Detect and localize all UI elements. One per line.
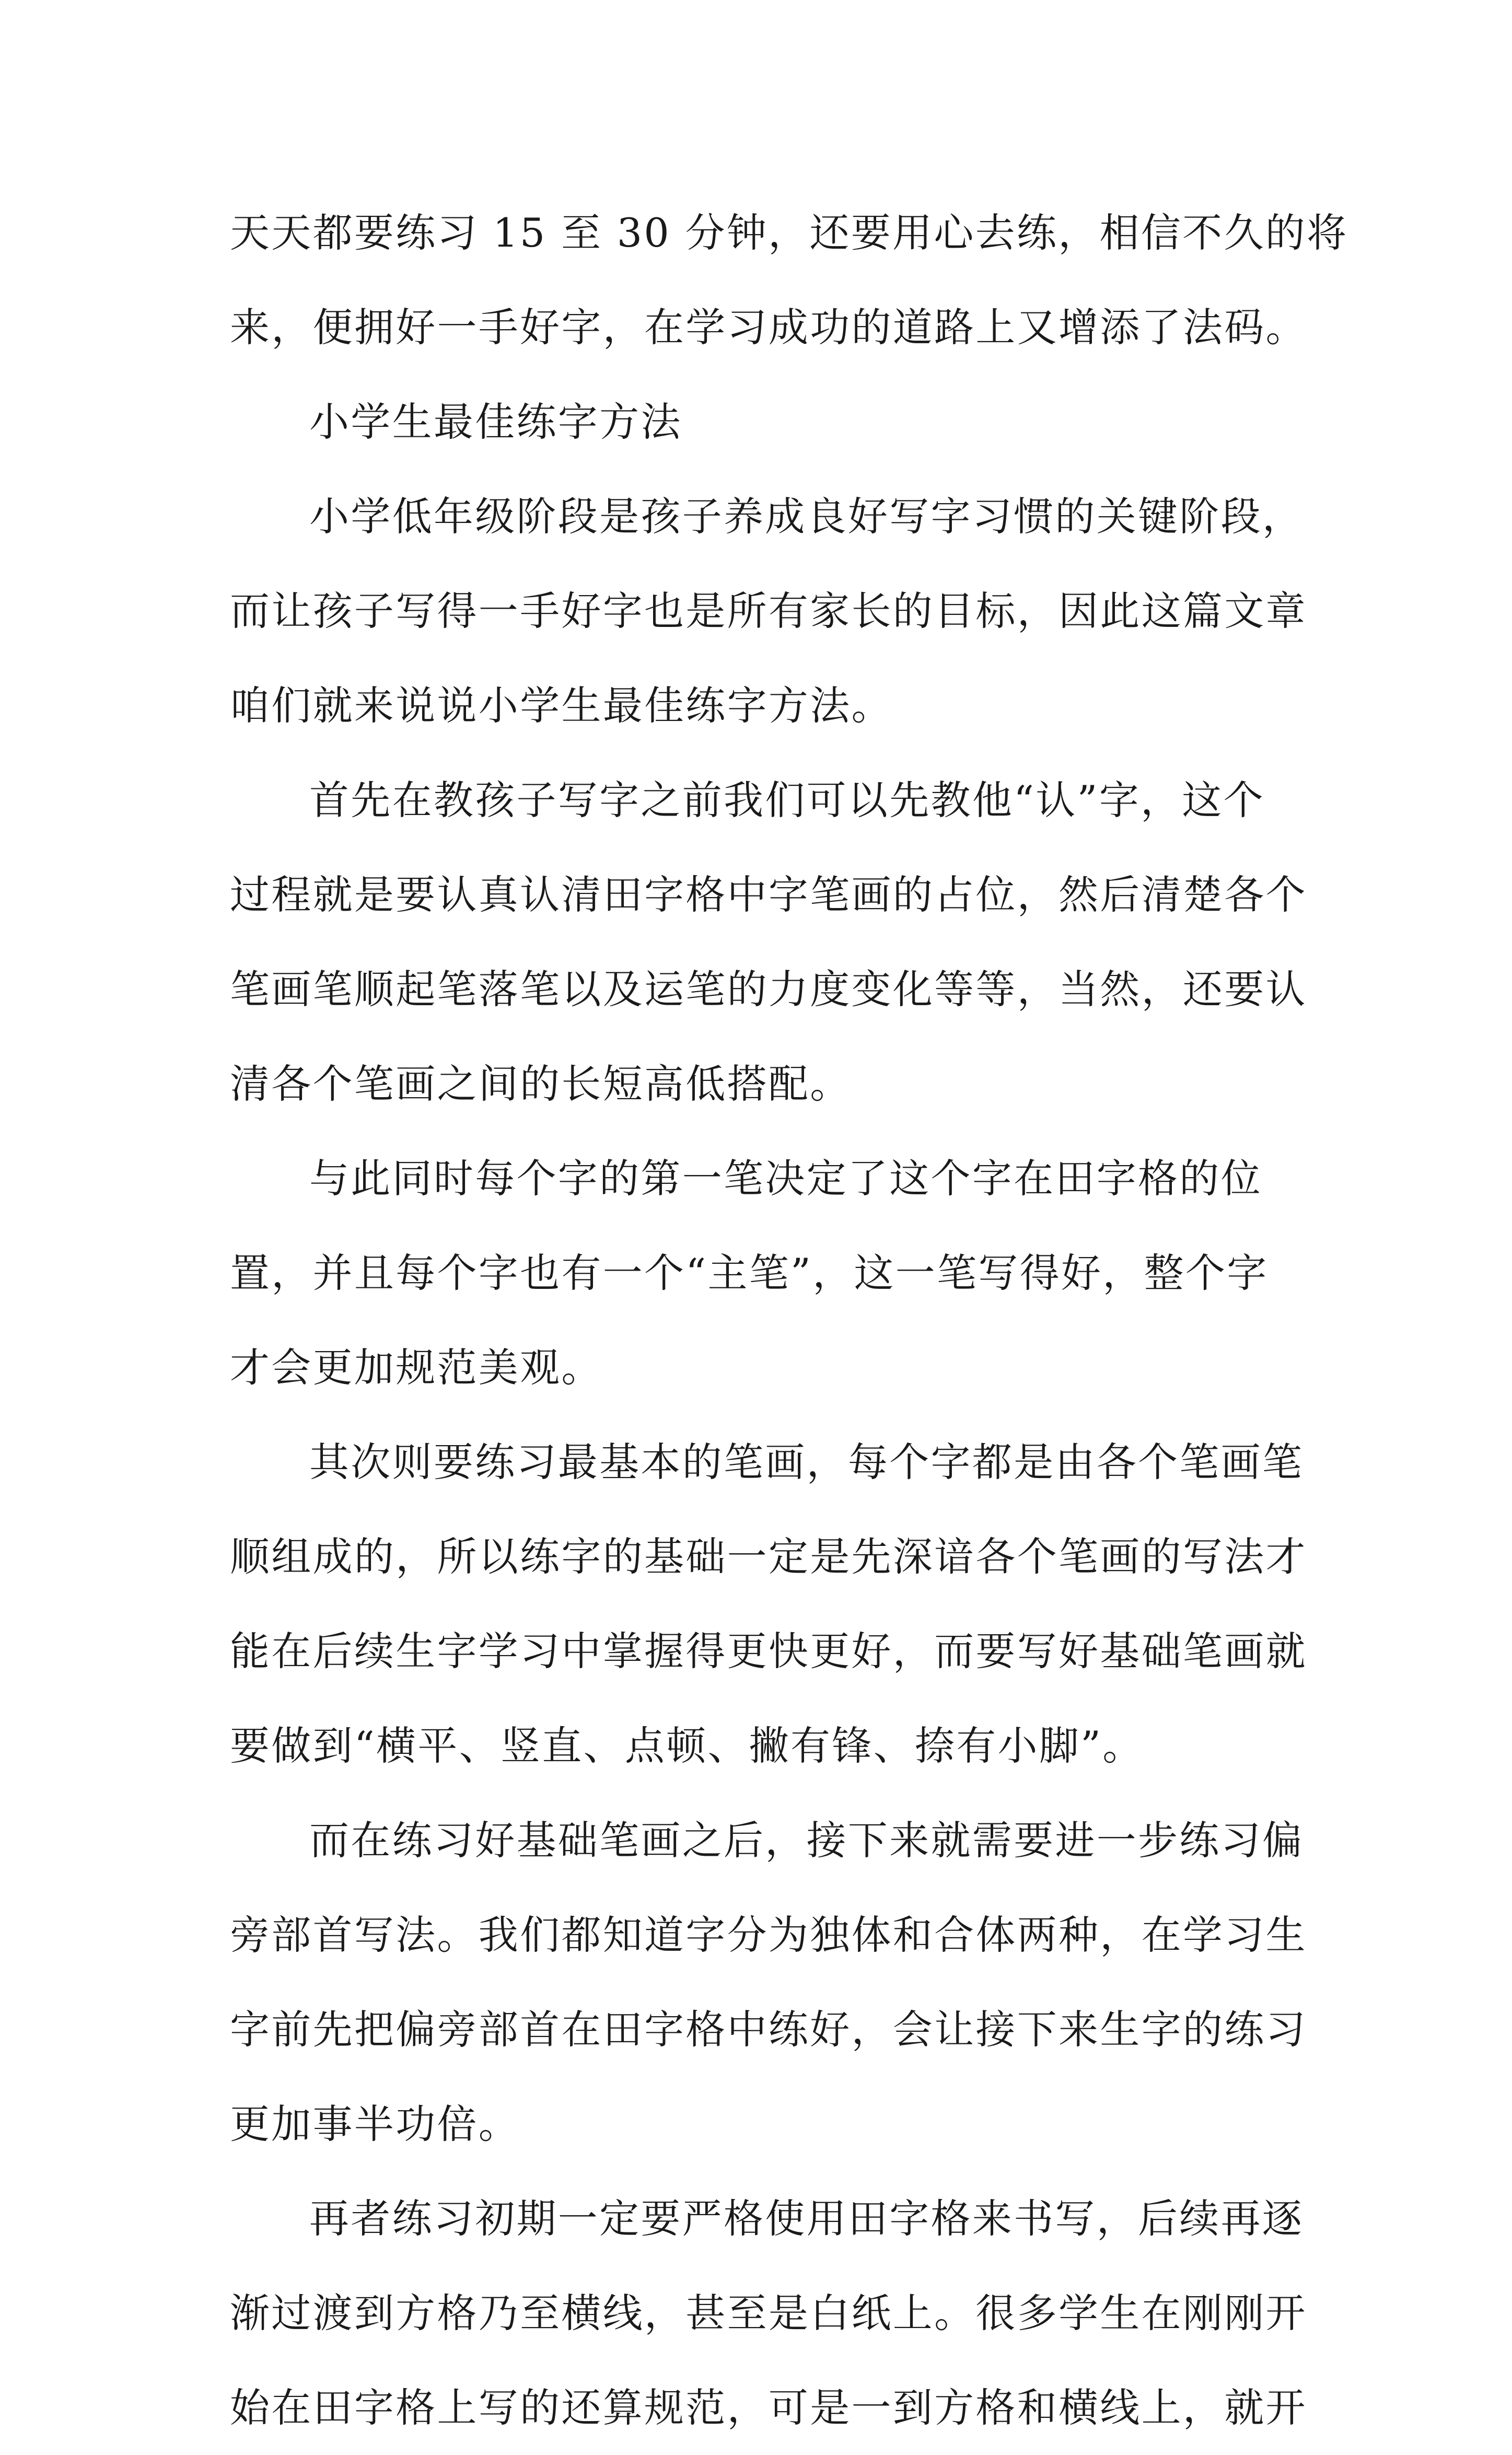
text-line: 咱们就来说说小学生最佳练字方法。 [230,682,893,729]
text-line: 顺组成的，所以练字的基础一定是先深谙各个笔画的写法才 [230,1533,1307,1580]
text-line: 其次则要练习最基本的笔画，每个字都是由各个笔画笔 [309,1439,1304,1485]
text-line: 天天都要练习 15 至 30 分钟，还要用心去练，相信不久的将 [230,210,1348,256]
text-line: 而让孩子写得一手好字也是所有家长的目标，因此这篇文章 [230,588,1307,634]
text-line: 笔画笔顺起笔落笔以及运笔的力度变化等等，当然，还要认 [230,966,1307,1013]
text-line: 清各个笔画之间的长短高低搭配。 [230,1061,852,1107]
text-line: 始在田字格上写的还算规范，可是一到方格和横线上，就开 [230,2384,1307,2431]
text-line: 渐过渡到方格乃至横线，甚至是白纸上。很多学生在刚刚开 [230,2290,1307,2336]
text-line: 过程就是要认真认清田字格中字笔画的占位，然后清楚各个 [230,871,1307,918]
section-heading: 小学生最佳练字方法 [309,399,682,445]
text-line: 而在练习好基础笔画之后，接下来就需要进一步练习偏 [309,1817,1304,1864]
text-line: 首先在教孩子写字之前我们可以先教他“认”字，这个 [309,777,1265,823]
text-line: 来，便拥好一手好字，在学习成功的道路上又增添了法码。 [230,304,1307,351]
text-line: 置，并且每个字也有一个“主笔”，这一笔写得好，整个字 [230,1250,1269,1296]
text-line: 与此同时每个字的第一笔决定了这个字在田字格的位 [309,1155,1262,1202]
text-line: 小学低年级阶段是孩子养成良好写字习惯的关键阶段， [309,493,1304,540]
text-line: 更加事半功倍。 [230,2101,520,2147]
text-line: 再者练习初期一定要严格使用田字格来书写，后续再逐 [309,2195,1304,2242]
text-line: 字前先把偏旁部首在田字格中练好，会让接下来生字的练习 [230,2006,1307,2053]
text-line: 能在后续生字学习中掌握得更快更好，而要写好基础笔画就 [230,1628,1307,1674]
text-line: 才会更加规范美观。 [230,1344,603,1391]
document-body [230,185,1348,2455]
text-line: 要做到“横平、竖直、点顿、撇有锋、捺有小脚”。 [230,1723,1144,1769]
text-line: 旁部首写法。我们都知道字分为独体和合体两种，在学习生 [230,1912,1307,1958]
